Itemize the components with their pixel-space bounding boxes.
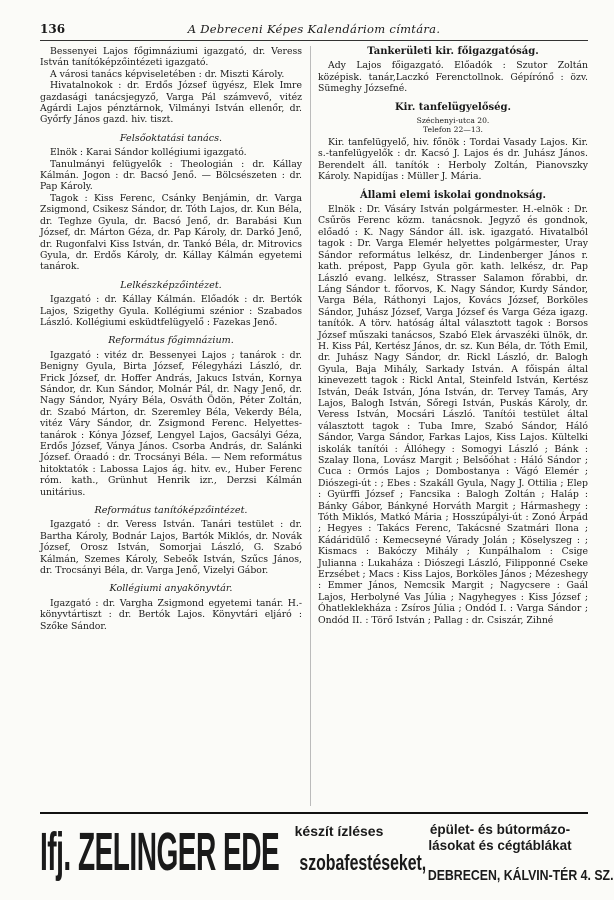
left-column	[40, 46, 302, 632]
section-paragraph: Igazgató : dr. Vargha Zsigmond egyetemi tanár. H.-könyvtártiszt : dr. Bertók Lajos. Könyvtári eljáró : Szőke Sándor.	[40, 597, 302, 632]
header-rule	[40, 40, 588, 41]
section-paragraph: Tanulmányi felügyelők : Theologián : dr. Kállay Kálmán. Jogon : dr. Bacsó Jenő. — Bölcsészeten : dr. Pap Károly.	[40, 158, 302, 193]
ad-middle-line1: készít ízléses	[294, 823, 384, 839]
section-title-lelkeszkepzo: Lelkészképzőintézet.	[120, 279, 222, 291]
section-paragraph: Elnök : Karai Sándor kollégiumi igazgató.	[50, 147, 247, 159]
section-title-tanfelugyeloseg: Kir. tanfelügyelőség.	[394, 101, 511, 113]
page-header	[40, 22, 588, 38]
phone-line: Telefon 22—13.	[423, 125, 483, 135]
section-paragraph: Tagok : Kiss Ferenc, Csánky Benjámin, dr. Varga Zsigmond, Csikesz Sándor, dr. Tóth Lajos, dr. Kun Béla, dr. Teghze Gyula, dr. Bacsó Jenő, dr. Barabási Kun József, dr. Márton Géza, dr. Pap Károly, dr. Darkó Jenő, dr. Rugonfalvi Kiss István, dr. Tankó Béla, dr. Mitrovics Gyula, dr. Erdős Károly, dr. Kállay Kálmán egyetemi tanárok.	[40, 192, 302, 273]
ad-rule	[40, 812, 588, 814]
section-paragraph: Igazgató : dr. Veress István. Tanári testület : dr. Bartha Károly, Bodnár Lajos, Bartók Miklós, dr. Novák József, Orosz István, Somorjai László, G. Szabó Kálmán, Szemes Károly, Sebeők István, Szűcs János, dr. Trocsányi Béla, dr. Varga Jenő, Vizelyi Gábor.	[40, 519, 302, 577]
column-divider	[310, 46, 311, 806]
ad-right	[412, 822, 614, 886]
section-title-gondnoksag: Állami elemi iskolai gondnokság.	[359, 189, 547, 201]
advertisement	[40, 820, 614, 886]
section-title-felsooktatasi: Felsőoktatási tanács.	[119, 132, 223, 144]
section-paragraph: Igazgató : dr. Kállay Kálmán. Előadók : dr. Bertók Lajos, Szigethy Gyula. Kollégiumi szénior : Szabados László. Kollégiumi esküdtfelügyelő : Fazekas Jenő.	[40, 294, 302, 328]
ad-brand-logo: Ifj. ZELINGER EDE	[40, 822, 280, 882]
section-paragraph: Ady Lajos főigazgató. Előadók : Szutor Zoltán középisk. tanár,Laczkó Ferenctollnok. Gépírónő : özv. Sümeghy Józsefné.	[318, 60, 588, 95]
running-title: A Debreceni Képes Kalendáriom címtára.	[187, 22, 441, 36]
section-title-tankeruleti: Tankerületi kir. főigazgatóság.	[367, 46, 539, 57]
right-column	[318, 46, 588, 626]
ad-middle	[284, 822, 427, 878]
section-paragraph: Kir. tanfelügyelő, hiv. főnök : Tordai Vasady Lajos. Kir. s.-tanfelügyelők : dr. Kacsó J. Lajos és dr. Juhász János. Berendelt áll. tanítók : Herboly Zoltán, Pianovszky Károly. Napidíjas : Müller J. Mária.	[318, 137, 588, 183]
section-paragraph: Igazgató : vitéz dr. Bessenyei Lajos ; tanárok : dr. Benigny Gyula, Birta József, Félegyházi László, dr. Frick József, dr. Hoffer András, Jakucs István, Kornya Sándor, dr. Kun Sándor, Molnár Pál, dr. Nagy Jenő, dr. Nagy Sándor, Nyáry Béla, Osváth Ödön, Péter Zoltán, dr. Szabó Márton, dr. Szeremley Béla, Vekerdy Béla, vitéz Váry Sándor, dr. Zsigmond Ferenc. Helyettes-tanárok : Kónya József, Lengyel Lajos, Gacsályi Géza, Erdős József, Ványa János. Csorba András, dr. Salánki József. Óraadó : dr. Trocsányi Béla. — Nem református hitoktatók : Labossa Lajos ág. hitv. ev., Huber Ferenc róm. kath., Grünhut Henrik izr., Derzsi Kálmán unitárius.	[40, 349, 302, 498]
section-title-fogimnazium: Református főgimnázium.	[108, 335, 234, 347]
ad-address: DEBRECEN, KÁLVIN-TÉR 4. SZ.	[427, 867, 614, 884]
intro-paragraph: Hivatalnokok : dr. Erdős József ügyész, Elek Imre gazdasági tanácsjegyző, Varga Pál számvevő, vitéz Agárdi Lajos pénztárnok, Vilmányi István ellenőr, dr. Győrfy János gazd. hiv. tiszt.	[40, 80, 302, 126]
section-paragraph: Elnök : Dr. Vásáry István polgármester. H.-elnök : Dr. Csűrös Ferenc közm. tanácsnok. Jegyző és gondnok, előadó : K. Nagy Sándor áll. isk. igazgató. Hivatalból tagok : Dr. Varga Elemér helyettes polgármester, Uray Sándor református lelkész, dr. Lindenberger János r. kath. prépost, Papp Gyula gör. kath. lelkész, dr. Pap László evang. lelkész, Strasser Salamon főrabbi, dr. Láng Sándor t. főorvos, K. Nagy Sándor, Kurdy Sándor, Varga Béla, Ráthonyi Lajos, Kovács József, Borköles Sándor, Juhász József, Varga József és Varga Géza igazg. tanítók. A törv. hatóság által választott tagok : Borsos József műszaki tanácsos, Szabó Elek árvaszéki ülnök, dr. H. Kiss Pál, Kertész János, dr. sz. Kun Béla, dr. Tóth Emil, dr. Juhász Nagy Sándor, dr. Rickl László, dr. Balogh Gyula, Baja Mihály, Sarkady István. A főispán által kinevezett tagok : Rickl Antal, Steinfeld István, Kertész István, Deák István, Jóna István, dr. Tervey Tamás, Ary Lajos, Balogh István, Sőregi István, Puskás Károly, dr. Veress István, Mocsári László. Tanítói testület által választott tagok : Tuba Imre, Szabó Sándor, Háló Sándor, Varga Sándor, Farkas Lajos, Kiss Lajos. Kültelki iskolák tanítói : Állóhegy : Somogyi László ; Bánk : Szalay Ilona, Lovász Margit ; Belsőóhat : Háló Sándor ; Cuca : Ormós Lajos ; Dombostanya : Vágó Elemér ; Diószegi-út : ; Ebes : Szakáll Gyula, Nagy J. Ottilia ; Elep : Gyürffi József ; Fancsika : Balogh Zoltán ; Haláp : Bánky Gábor, Bánkyné Horváth Margit ; Hármashegy : Tóth Miklós, Matkó Mária ; Hosszúpályi-út : Zonó Árpád ; Hegyes : Takács Ferenc, Takácsné Szatmári Ilona ; Kádáridülő : Kemecseyné Várady Jolán ; Köselyszeg : ; Kismacs : Bakóczy Mihály ; Kunpálhalom : Csige Julianna : Lukaháza : Diószegi László, Filipponné Cseke Erzsébet ; Macs : Kiss Lajos, Borköles János ; Mézeshegy : Emmer János, Nemcsik Margit ; Nagycsere : Gaál Lajos, Herbolyné Vas Júlia ; Nagyhegyes : Kiss József ; Óhatleklekháza : Zsíros Júlia ; Ondód I. : Varga Sándor ; Ondód II. : Törő István ; Pallag : dr. Csiszár, Zihné	[318, 204, 588, 626]
ad-right-line2: lásokat és cégtáblákat	[428, 838, 572, 853]
intro-paragraph: A városi tanács képviseletében : dr. Miszti Károly.	[50, 68, 285, 80]
intro-paragraph: Bessenyei Lajos főgimnáziumi igazgató, dr. Veress István tanítóképzőintézeti igazgató.	[40, 46, 302, 69]
address-line: Széchenyi-utca 20.	[416, 116, 490, 126]
ad-middle-line2: szobafestéseket,	[299, 850, 427, 875]
section-title-anyakonyvtar: Kollégiumi anyakönyvtár.	[109, 583, 233, 595]
ad-right-line1: épület- és bútormázo-	[429, 822, 571, 837]
section-title-tanitokepzo: Református tanítóképzőintézet.	[94, 505, 248, 517]
page-number: 136	[40, 22, 66, 36]
